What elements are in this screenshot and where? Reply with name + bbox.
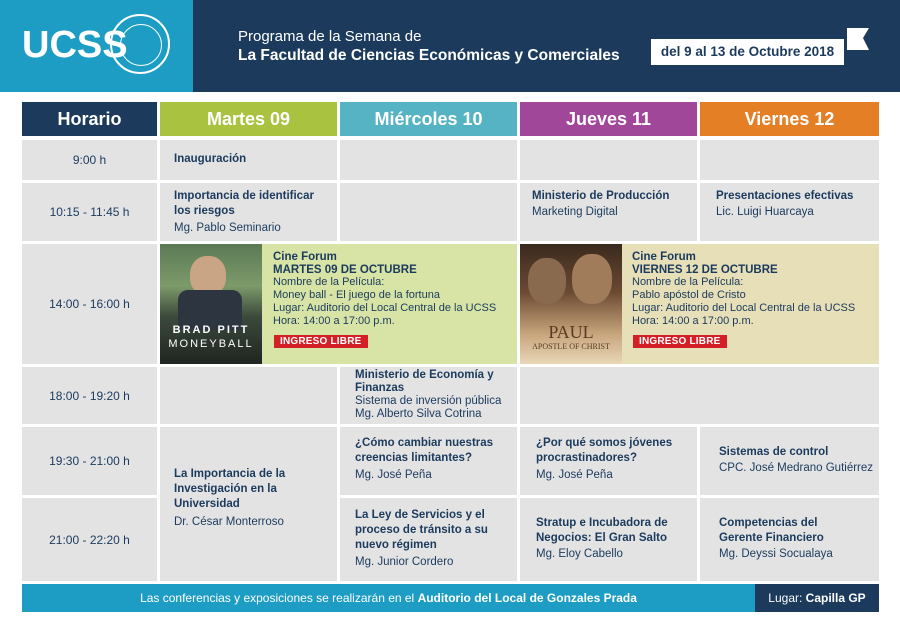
session-speaker: Mg. Junior Cordero	[355, 556, 454, 568]
header-banner	[193, 0, 900, 92]
cine-forum-info: Hora: 14:00 a 17:00 p.m.	[273, 315, 395, 327]
logo-panel	[0, 0, 193, 92]
session-title: Ministerio de Producción	[532, 190, 670, 202]
session-subtitle: Sistema de inversión pública	[355, 395, 502, 407]
header-title: La Facultad de Ciencias Económicas y Comerciales	[238, 47, 620, 64]
session-title: Ministerio de Economía y Finanzas	[355, 369, 494, 394]
footer-venue: Auditorio del Local de Gonzales Prada	[417, 591, 637, 605]
cine-forum-info: Lugar: Auditorio del Local Central de la UCSS	[273, 302, 497, 314]
schedule-cell	[520, 367, 879, 424]
poster-actor: BRAD PITT	[172, 324, 250, 336]
column-header-horario: Horario	[22, 102, 157, 136]
time-label: 9:00 h	[72, 153, 107, 167]
session-title: Sistemas de control	[719, 446, 829, 458]
university-seal-icon	[110, 14, 170, 74]
cine-forum-info: Hora: 14:00 a 17:00 p.m.	[632, 315, 754, 327]
free-entry-badge: INGRESO LIBRE	[633, 335, 727, 348]
footer-location-label: Lugar:	[768, 591, 803, 605]
time-label: 21:00 - 22:20 h	[49, 532, 130, 547]
session-title: Importancia de identificar los riesgos	[174, 190, 314, 217]
session-title: La Importancia de la Investigación en la Universidad	[174, 468, 286, 510]
cine-forum-info: Lugar: Auditorio del Local Central de la UCSS	[632, 302, 856, 314]
session-title: Presentaciones efectivas	[716, 190, 854, 202]
session-speaker: Dr. César Monterroso	[174, 516, 284, 528]
session-title: ¿Por qué somos jóvenes procrastinadores?	[536, 437, 673, 464]
cine-forum-info: Pablo apóstol de Cristo	[632, 289, 746, 301]
time-label: 18:00 - 19:20 h	[49, 388, 130, 403]
schedule-cell	[340, 140, 517, 180]
session-title: Stratup e Incubadora de Negocios: El Gran Salto	[536, 517, 668, 544]
poster-subtitle: APOSTLE OF CHRIST	[532, 342, 610, 351]
schedule-cell	[520, 140, 697, 180]
schedule-cell	[340, 183, 517, 241]
column-header-viernes: Viernes 12	[700, 102, 879, 136]
schedule-cell	[160, 367, 337, 424]
session-speaker: Mg. José Peña	[355, 469, 432, 481]
session-speaker: CPC. José Medrano Gutiérrez	[719, 462, 874, 474]
time-label: 14:00 - 16:00 h	[49, 297, 130, 311]
session-speaker: Mg. José Peña	[536, 469, 613, 481]
flag-icon	[847, 28, 869, 58]
session-speaker: Mg. Pablo Seminario	[174, 222, 281, 234]
cine-forum-label: Cine Forum	[632, 251, 696, 263]
cine-forum-date: MARTES 09 DE OCTUBRE	[273, 264, 417, 276]
time-label: 19:30 - 21:00 h	[49, 454, 130, 468]
schedule-cell	[700, 140, 879, 180]
session-title: Inauguración	[174, 153, 247, 165]
session-title: Competencias del Gerente Financiero	[719, 517, 824, 544]
logo-text: UCSS	[22, 24, 128, 66]
footer-note	[22, 584, 755, 612]
moneyball-poster	[160, 244, 262, 364]
free-entry-badge: INGRESO LIBRE	[274, 335, 368, 348]
cine-forum-date: VIERNES 12 DE OCTUBRE	[632, 264, 778, 276]
column-header-miercoles: Miércoles 10	[340, 102, 517, 136]
poster-title: MONEYBALL	[168, 338, 254, 350]
column-header-jueves: Jueves 11	[520, 102, 697, 136]
session-speaker: Mg. Alberto Silva Cotrina	[355, 408, 482, 420]
session-speaker: Mg. Eloy Cabello	[536, 548, 623, 560]
session-speaker: Lic. Luigi Huarcaya	[716, 206, 814, 218]
session-title: ¿Cómo cambiar nuestras creencias limitantes?	[355, 437, 494, 464]
footer-location-value: Capilla GP	[805, 591, 866, 605]
paul-poster	[520, 244, 622, 364]
cine-forum-info: Nombre de la Película:	[273, 276, 385, 288]
poster-title: PAUL	[548, 322, 594, 342]
header-subtitle: Programa de la Semana de	[238, 28, 422, 45]
footer-text: Las conferencias y exposiciones se realizarán en el	[140, 591, 415, 605]
date-range: del 9 al 13 de Octubre 2018	[651, 39, 844, 65]
time-label: 10:15 - 11:45 h	[49, 205, 130, 219]
cine-forum-label: Cine Forum	[273, 251, 337, 263]
session-subtitle: Marketing Digital	[532, 206, 618, 218]
cine-forum-info: Money ball - El juego de la fortuna	[273, 289, 440, 301]
footer-location	[755, 584, 879, 612]
session-title: La Ley de Servicios y el proceso de tránsito a su nuevo régimen	[355, 509, 488, 551]
cine-forum-info: Nombre de la Película:	[632, 276, 744, 288]
session-speaker: Mg. Deyssi Socualaya	[719, 548, 833, 560]
column-header-martes: Martes 09	[160, 102, 337, 136]
